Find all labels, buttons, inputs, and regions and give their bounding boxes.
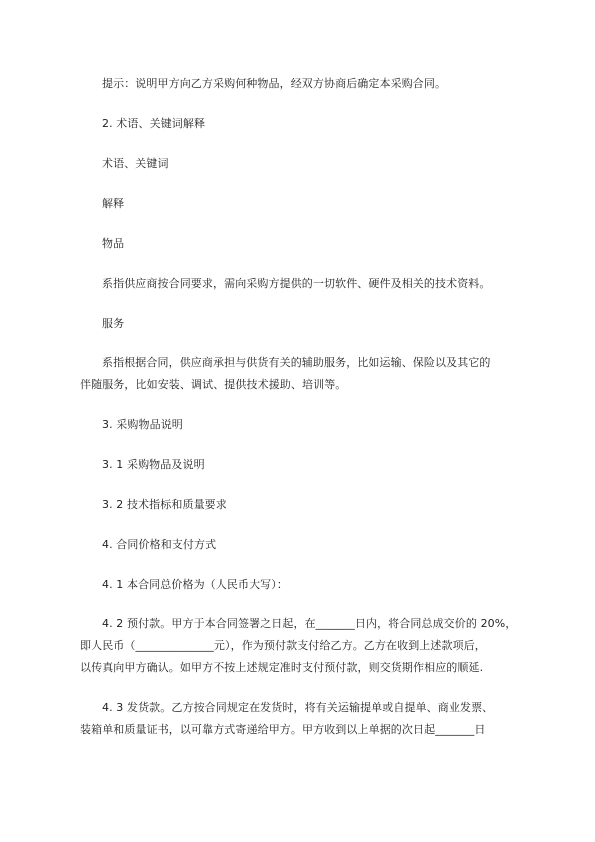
subsection-3-2: 3. 2 技术指标和质量要求 (102, 498, 227, 511)
subsection-3-1: 3. 1 采购物品及说明 (102, 458, 205, 471)
service-definition-line-2: 伴随服务，比如安装、调试、提供技术援助、培训等。 (80, 378, 347, 391)
service-term: 服务 (102, 317, 125, 330)
hint-paragraph: 提示：说明甲方向乙方采购何种物品，经双方协商后确定本采购合同。 (102, 77, 447, 90)
section-heading-goods: 3. 采购物品说明 (102, 418, 183, 431)
shipment-payment-line-2: 装箱单和质量证书，以可靠方式寄递给甲方。甲方收到以上单据的次日起_______日 (80, 723, 486, 736)
shipment-payment-line-1: 4. 3 发货款。乙方按合同规定在发货时，将有关运输提单或自提单、商业发票、 (102, 701, 494, 714)
service-definition-line-1: 系指根据合同，供应商承担与供货有关的辅助服务，比如运输、保险以及其它的 (102, 356, 491, 369)
prepayment-line-2: 即人民币（______________元），作为预付款支付给乙方。乙方在收到上述款项后， (80, 639, 486, 652)
goods-definition: 系指供应商按合同要求，需向采购方提供的一切软件、硬件及相关的技术资料。 (102, 277, 491, 290)
terms-keywords-label: 术语、关键词 (102, 157, 169, 170)
section-heading-price: 4. 合同价格和支付方式 (102, 538, 217, 551)
section-heading-terms: 2. 术语、关键词解释 (102, 117, 206, 130)
prepayment-line-3: 以传真向甲方确认。如甲方不按上述规定准时支付预付款，则交货期作相应的顺延. (80, 661, 484, 674)
prepayment-line-1: 4. 2 预付款。甲方于本合同签署之日起，在_______日内，将合同总成交价的 20%， (102, 617, 517, 630)
explanation-label: 解释 (102, 197, 125, 210)
subsection-4-1: 4. 1 本合同总价格为（人民币大写）： (102, 578, 288, 591)
goods-term: 物品 (102, 237, 125, 250)
